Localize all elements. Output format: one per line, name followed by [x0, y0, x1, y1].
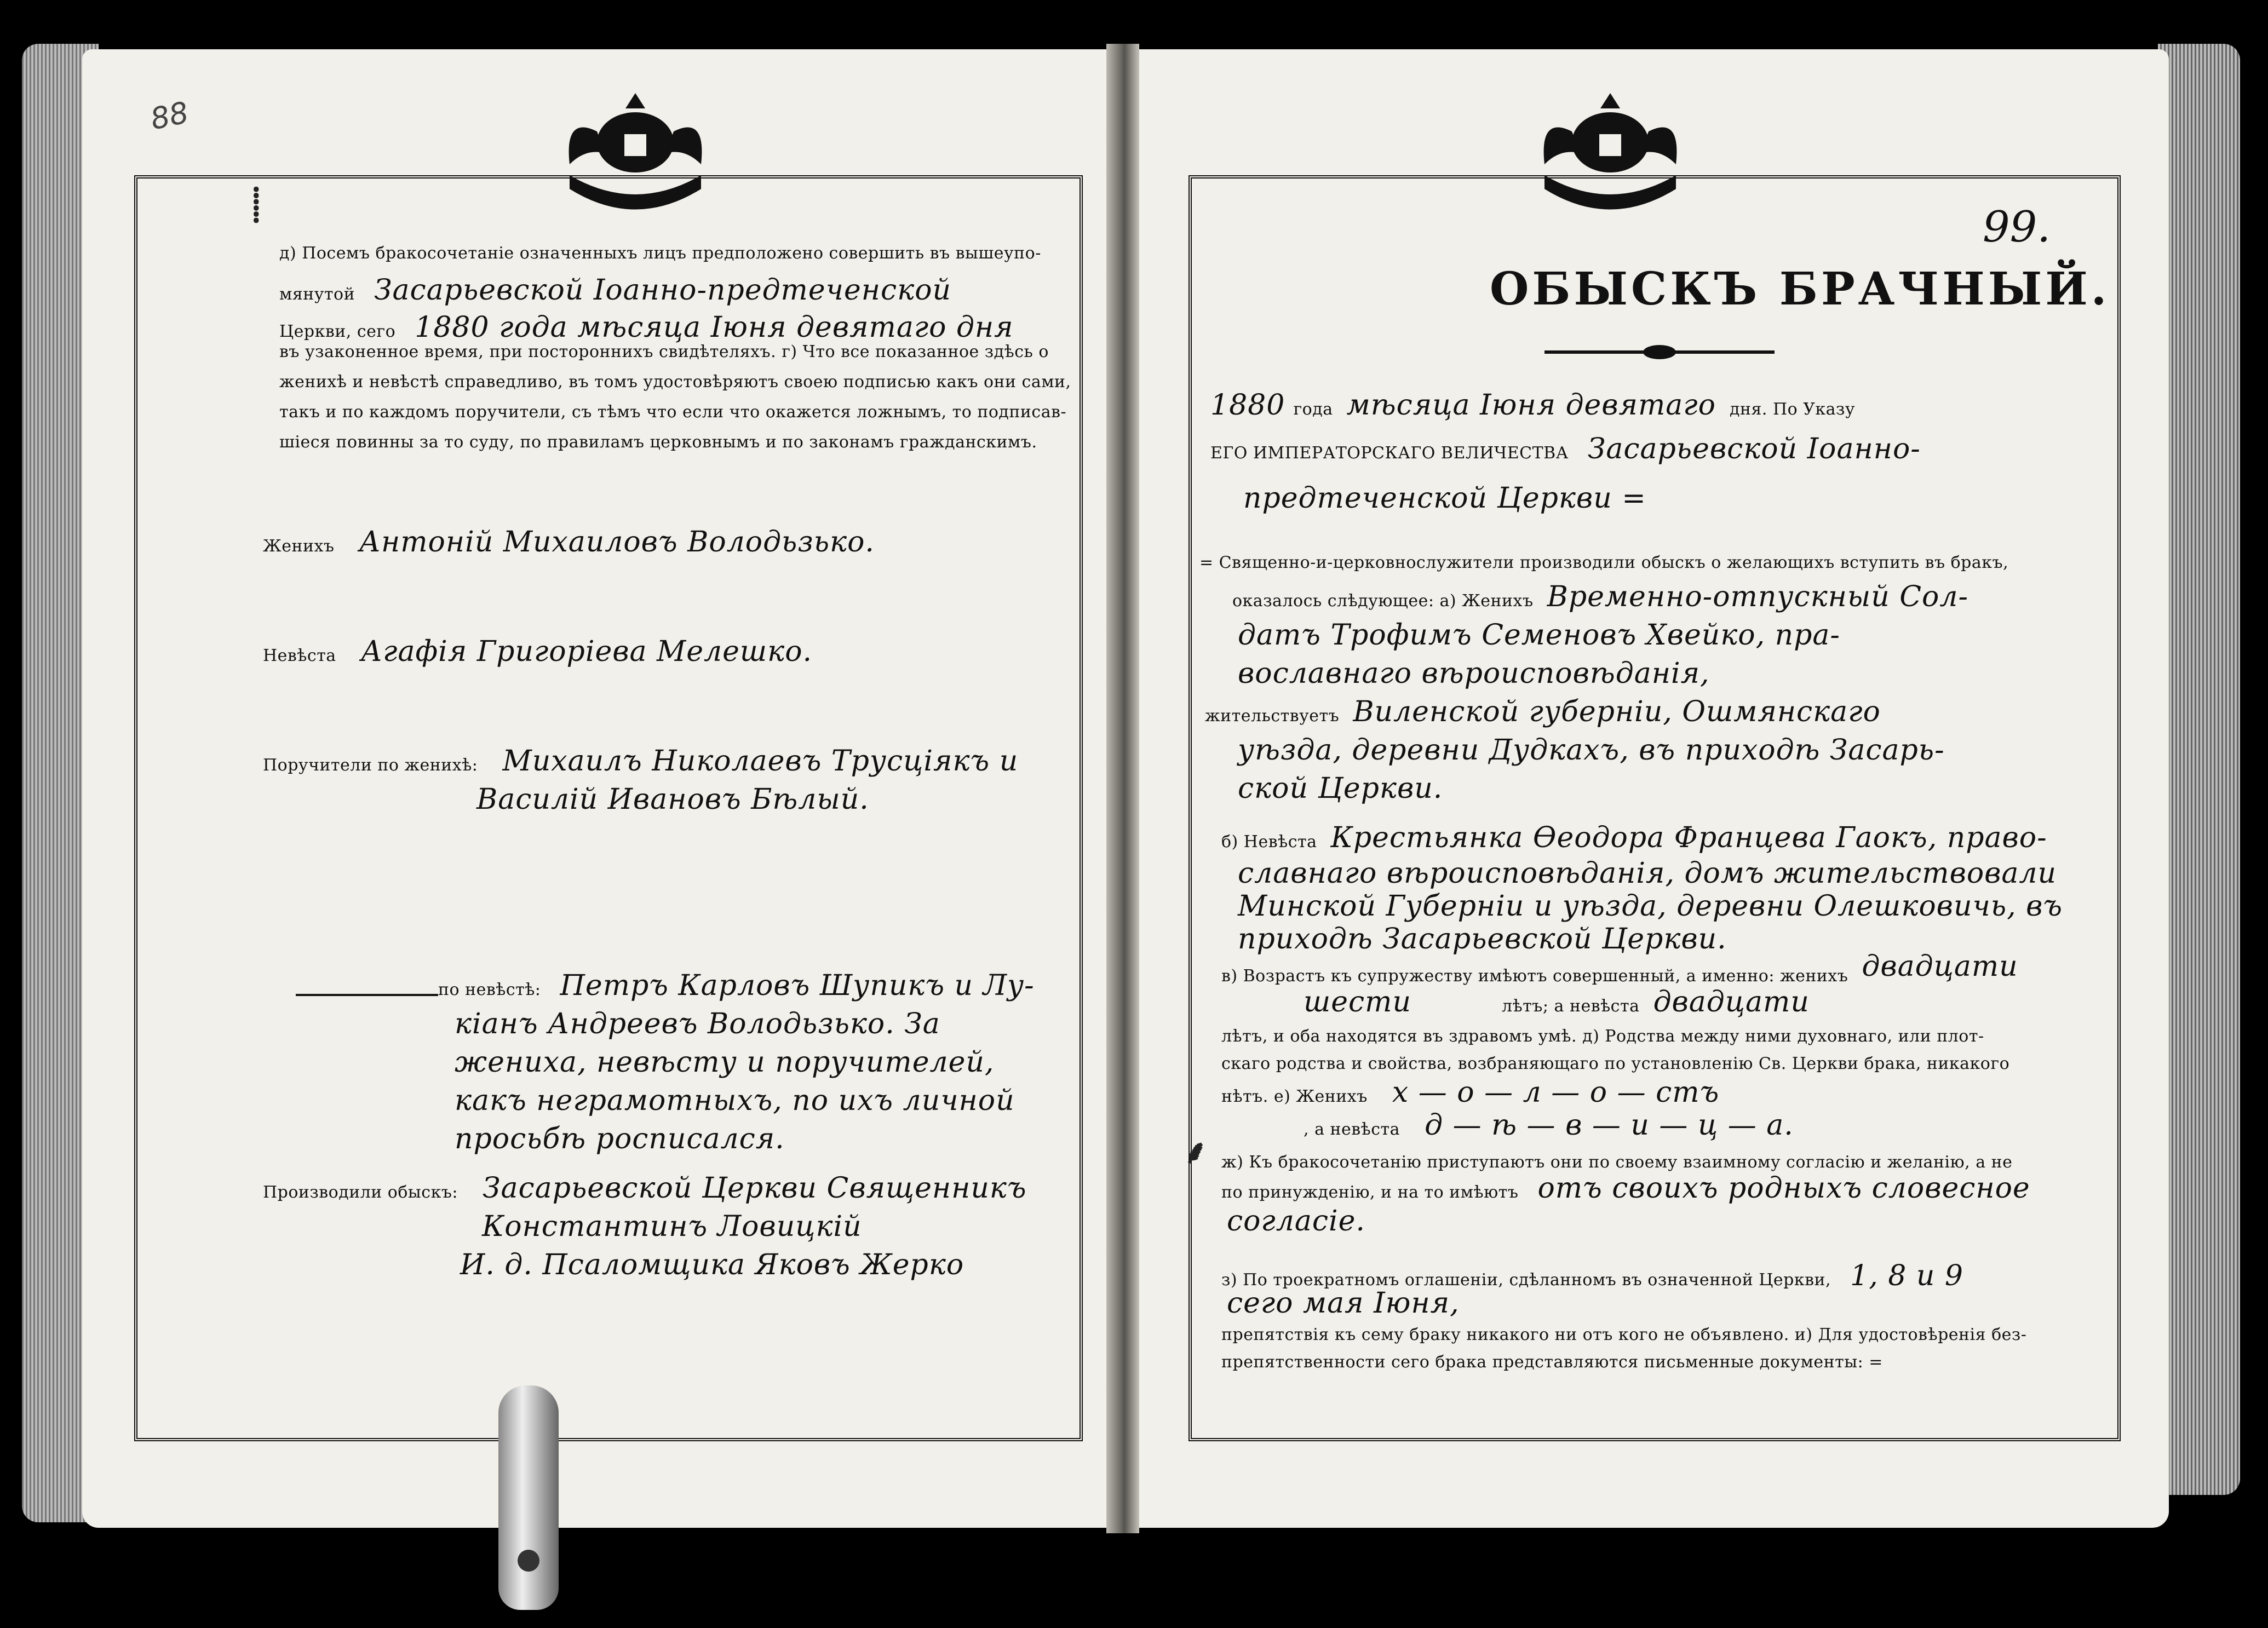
marriage-plan-line-1: д) Посемъ бракосочетаніе означенныхъ лицъ предположено совершить въ вышеупо- [279, 244, 1041, 263]
groom-guarantors-label: Поручители по женихѣ: [263, 756, 478, 775]
double-headed-eagle-emblem-right [1528, 82, 1692, 214]
banns-dates: 1, 8 и 9 [1850, 1259, 1964, 1292]
marriage-plan-line-5: женихѣ и невѣстѣ справедливо, въ томъ удостовѣряютъ своею подписью какъ они сами, [279, 372, 1071, 392]
title-ornament-rule [1544, 350, 1775, 354]
groom-guarantors-names-2: Василій Ивановъ Бѣлый. [476, 783, 869, 816]
intro-line-2: ЕГО ИМПЕРАТОРСКАГО ВЕЛИЧЕСТВА Засарьевской Іоанно- [1210, 433, 1921, 465]
bride-guarantors-line-1: Петръ Карловъ Шупикъ и Лу- [560, 969, 1035, 1002]
searched-by-line-1: Засарьевской Церкви Священникъ [483, 1172, 1027, 1205]
bride-guarantors-label: по невѣстѣ: [438, 980, 541, 999]
residence-hand-2: уѣзда, деревни Дудкахъ, въ приходѣ Засарь- [1238, 734, 1945, 767]
church-name-handwritten: Засарьевской Іоанно-предтеченской [374, 274, 951, 307]
bride-guarantors-line-3: жениха, невѣсту и поручителей, [455, 1046, 995, 1079]
bride-guarantors-line-5: просьбѣ росписался. [455, 1123, 785, 1155]
groom-row [263, 526, 875, 559]
kinship-line-3: нѣтъ. е) Женихъ х — о — л — о — стъ [1221, 1076, 1720, 1109]
residence-hand-3: ской Церкви. [1238, 772, 1443, 805]
banns-line-1: з) По троекратномъ оглашеніи, сдѣланномъ въ означенной Церкви, 1, 8 и 9 [1221, 1259, 1964, 1292]
consent-hand-1: отъ своихъ родныхъ словесное [1537, 1172, 2030, 1205]
intro-year: 1880 [1210, 389, 1285, 422]
age-line-1: в) Возрастъ къ супружеству имѣютъ совершенный, а именно: женихъ двадцати [1221, 950, 2018, 986]
double-headed-eagle-emblem-left [553, 82, 717, 214]
bride-description-1: Крестьянка Өеодора Францева Гаокъ, право- [1330, 821, 2047, 854]
banns-line-3: препятственности сего брака представляются письменные документы: = [1221, 1353, 1883, 1372]
marriage-plan-line-6: такъ и по каждомъ поручители, съ тѣмъ что если что окажется ложнымъ, то подписав- [279, 402, 1067, 422]
margin-mark-right: ⸙ [1183, 1133, 1208, 1171]
bride-row [263, 635, 812, 668]
bride-description-3: Минской Губерніи и уѣзда, деревни Олешковичь, въ [1238, 890, 2063, 923]
searched-row [263, 1172, 1027, 1205]
groom-description-3: вославнаго вѣроисповѣданія, [1238, 657, 1710, 690]
marriage-plan-line-4: въ узаконенное время, при постороннихъ свидѣтеляхъ. г) Что все показанное здѣсь о [279, 342, 1049, 361]
searched-label: Производили обыскъ: [263, 1183, 458, 1202]
bride-guarantors-line-4: какъ неграмотныхъ, по ихъ личной [455, 1084, 1015, 1117]
bride-age: двадцати [1653, 986, 1810, 1019]
marriage-plan-line-7: шіеся повинны за то суду, по правиламъ церковнымъ и по законамъ гражданскимъ. [279, 433, 1037, 452]
groom-guarantors-names-1: Михаилъ Николаевъ Трусціякъ и [502, 745, 1019, 778]
metal-clip [498, 1385, 559, 1610]
kinship-line-1: лѣтъ, и оба находятся въ здравомъ умѣ. д) Родства между ними духовнаго, или плот- [1221, 1027, 1984, 1046]
groom-age-1: двадцати [1862, 950, 2018, 983]
blank-dash [296, 994, 438, 996]
bride-description-2: славнаго вѣроисповѣданія, домъ жительствовали [1238, 857, 2057, 890]
age-line-2: шести лѣтъ; а невѣста двадцати [1304, 986, 1810, 1019]
bride-desc-line-1: б) Невѣста Крестьянка Өеодора Францева Гаокъ, право- [1221, 821, 2047, 854]
book-gutter [1106, 44, 1139, 1533]
right-page-border [1188, 175, 2121, 1441]
intro-church: Засарьевской Іоанно- [1587, 433, 1921, 465]
bride-name: Агафія Григоріева Мелешко. [360, 635, 813, 668]
consent-hand-2: согласіе. [1227, 1205, 1365, 1238]
groom-description-2: датъ Трофимъ Семеновъ Хвейко, пра- [1238, 619, 1840, 652]
groom-name: Антоній Михаиловъ Володьзько. [359, 526, 875, 559]
bride-guarantors-row [438, 969, 1035, 1002]
marriage-plan-line-3: Церкви, сего 1880 года мѣсяца Іюня девятаго дня [279, 311, 1014, 344]
bride-status: д — ѣ — в — и — ц — а. [1425, 1109, 1794, 1142]
kinship-line-4: , а невѣста д — ѣ — в — и — ц — а. [1304, 1109, 1794, 1142]
groom-label: Женихъ [263, 537, 335, 556]
intro-date: мѣсяца Іюня девятаго [1346, 389, 1716, 422]
intro-line-3: предтеченской Церкви = [1243, 482, 1646, 515]
folio-number: 99. [1983, 203, 2051, 252]
margin-mark: ⸽ [252, 186, 261, 224]
bride-label: Невѣста [263, 646, 336, 665]
marriage-plan-line-2: мянутой Засарьевской Іоанно-предтеченской [279, 274, 951, 307]
residence-line-1: жительствуетъ Виленской губерніи, Ошмянскаго [1205, 695, 1881, 728]
clergy-line-2: оказалось слѣдующее: а) Женихъ Временно-отпускный Сол- [1232, 580, 1969, 613]
consent-line-1: ж) Къ бракосочетанію приступаютъ они по своему взаимному согласію и желанію, а не [1221, 1153, 2013, 1172]
metal-clip-hole [518, 1550, 539, 1572]
groom-description-1: Временно-отпускный Сол- [1547, 580, 1969, 613]
groom-guarantors-row [263, 745, 1018, 778]
banns-month: сего мая Іюня, [1227, 1287, 1460, 1320]
groom-age-2: шести [1304, 986, 1411, 1019]
pencil-page-number: 88 [147, 95, 192, 137]
clergy-line-1: = Священно-и-церковнослужители производили обыскъ о желающихъ вступить въ бракъ, [1199, 553, 2009, 572]
banns-line-2: препятствія къ сему браку никакого ни отъ кого не объявлено. и) Для удостовѣренія без- [1221, 1325, 2027, 1344]
bride-guarantors-line-2: кіанъ Андреевъ Володьзько. За [455, 1008, 940, 1040]
kinship-line-2: скаго родства и свойства, возбраняющаго по установленію Св. Церкви брака, никакого [1221, 1054, 2010, 1073]
residence-hand-1: Виленской губерніи, Ошмянскаго [1353, 695, 1881, 728]
groom-status: х — о — л — о — стъ [1392, 1076, 1720, 1109]
intro-line-1: 1880 года мѣсяца Іюня девятаго дня. По Указу [1210, 389, 1856, 422]
book-right-page-edges [2158, 44, 2240, 1495]
bride-description-4: приходѣ Засарьевской Церкви. [1238, 923, 1727, 956]
document-title: ОБЫСКЪ БРАЧНЫЙ. [1490, 263, 2110, 315]
marriage-date-handwritten: 1880 года мѣсяца Іюня девятаго дня [415, 311, 1014, 344]
searched-by-line-3: И. д. Псаломщика Яковъ Жерко [460, 1249, 964, 1281]
searched-by-line-2: Константинъ Ловицкій [482, 1210, 862, 1243]
consent-line-2: по принужденію, и на то имѣютъ отъ своихъ родныхъ словесное [1221, 1172, 2030, 1205]
